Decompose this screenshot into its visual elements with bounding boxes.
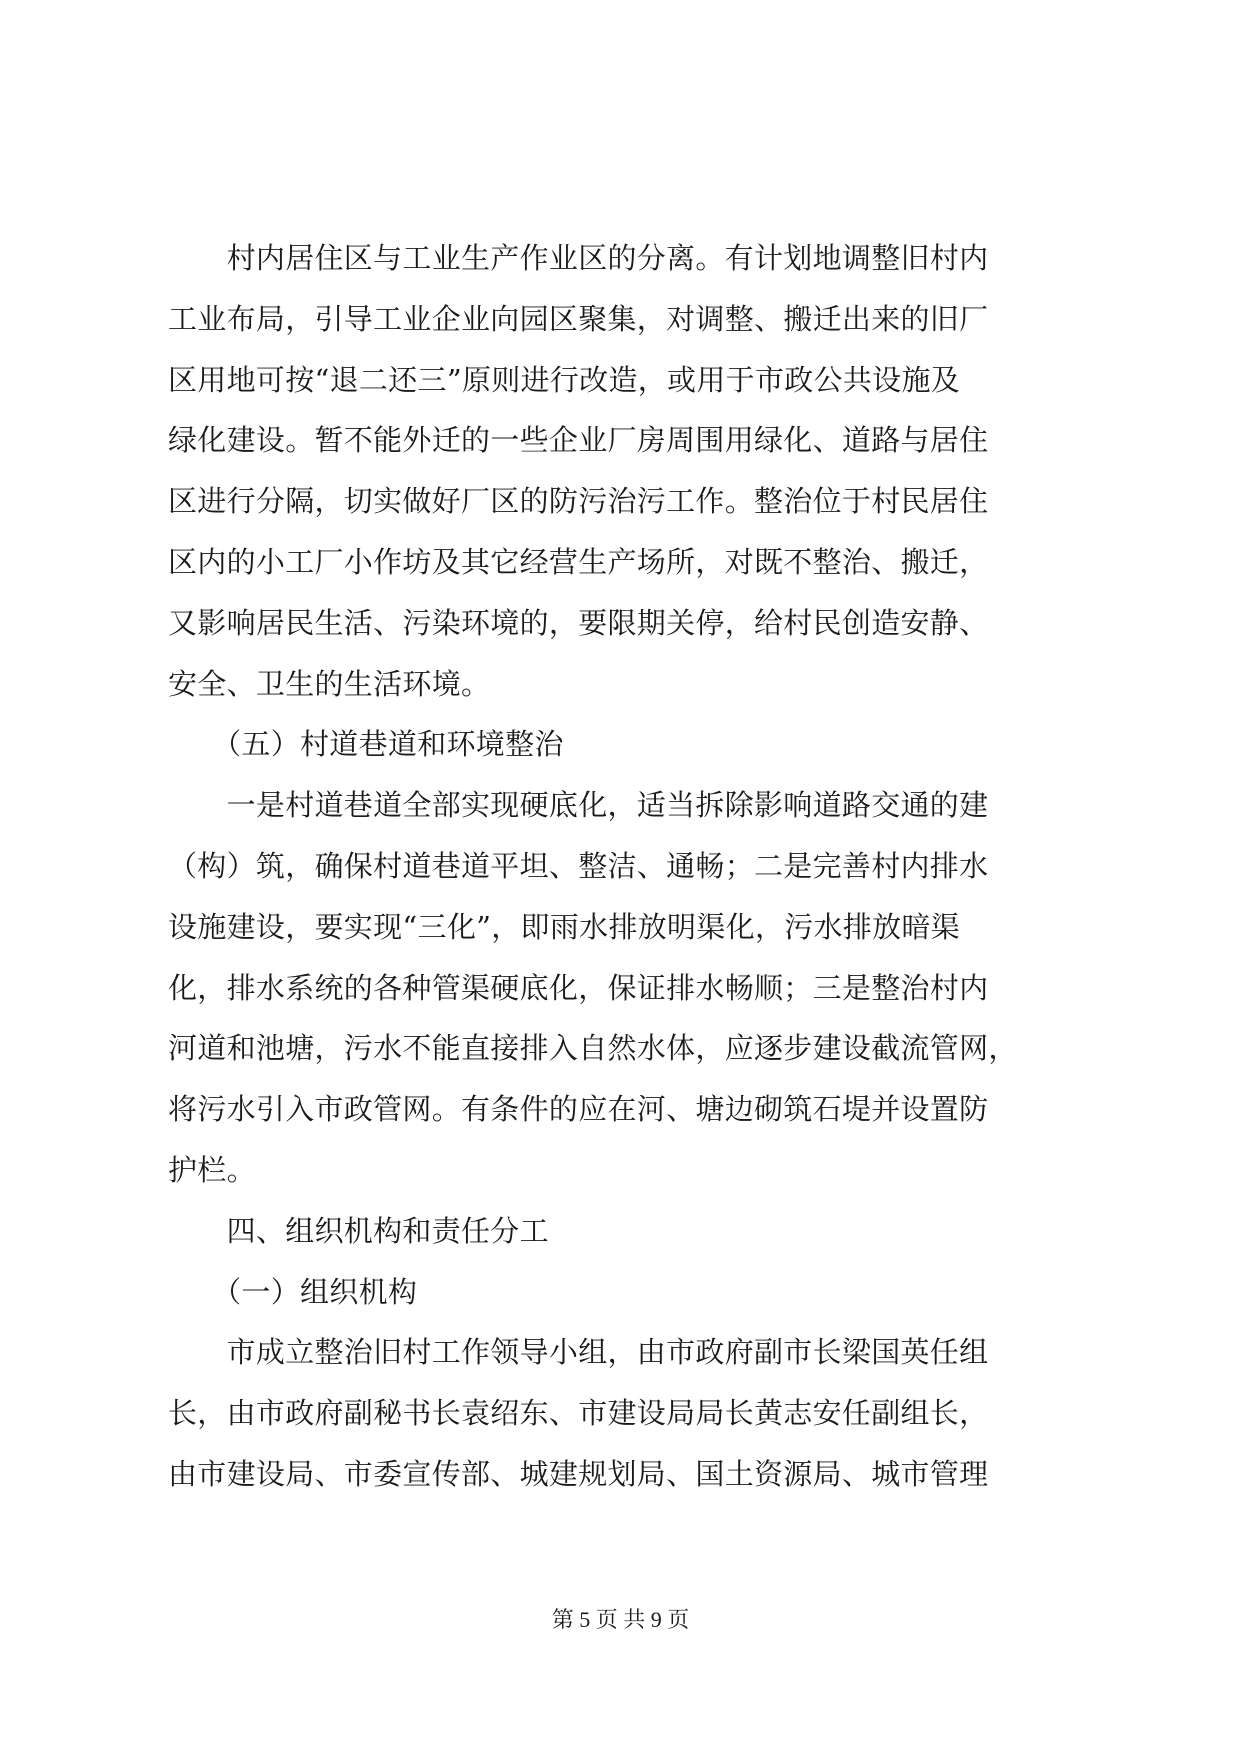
body-text	[168, 228, 1088, 1505]
text-line-16: 护栏。	[168, 1152, 256, 1187]
text-line-21: 由市建设局、市委宣传部、城建规划局、国土资源局、城市管理	[168, 1456, 989, 1491]
text-line-5: 区进行分隔，切实做好厂区的防污治污工作。整治位于村民居住	[168, 484, 989, 519]
page-footer	[0, 1603, 1241, 1634]
text-line-8: 安全、卫生的生活环境。	[168, 666, 491, 701]
section-heading-1: （一）组织机构	[168, 1274, 418, 1309]
text-line-3: 区用地可按“退二还三”原则进行改造，或用于市政公共设施及	[168, 362, 961, 397]
text-line-14: 河道和池塘，污水不能直接排入自然水体，应逐步建设截流管网，	[168, 1031, 1018, 1066]
chapter-heading-4: 四、组织机构和责任分工	[168, 1213, 549, 1248]
text-line-1: 村内居住区与工业生产作业区的分离。有计划地调整旧村内	[168, 241, 989, 275]
text-line-2: 工业布局，引导工业企业向园区聚集，对调整、搬迁出来的旧厂	[168, 301, 989, 336]
text-line-4: 绿化建设。暂不能外迁的一些企业厂房周围用绿化、道路与居住	[168, 423, 989, 458]
text-line-13: 化，排水系统的各种管渠硬底化，保证排水畅顺；三是整治村内	[168, 970, 989, 1005]
text-line-19: 市成立整治旧村工作领导小组，由市政府副市长梁国英任组	[168, 1335, 989, 1370]
text-line-7: 又影响居民生活、污染环境的，要限期关停，给村民创造安静、	[168, 605, 989, 640]
text-line-20: 长，由市政府副秘书长袁绍东、市建设局局长黄志安任副组长，	[168, 1396, 989, 1431]
text-line-6: 区内的小工厂小作坊及其它经营生产场所，对既不整治、搬迁，	[168, 544, 989, 579]
text-line-12: 设施建设，要实现“三化”，即雨水排放明渠化，污水排放暗渠	[168, 909, 961, 944]
text-line-15: 将污水引入市政管网。有条件的应在河、塘边砌筑石堤并设置防	[168, 1092, 989, 1127]
text-line-10: 一是村道巷道全部实现硬底化，适当拆除影响道路交通的建	[168, 788, 989, 823]
page-number: 第 5 页 共 9 页	[551, 1607, 690, 1632]
section-heading-5: （五）村道巷道和环境整治	[168, 727, 564, 762]
text-line-11: （构）筑，确保村道巷道平坦、整洁、通畅；二是完善村内排水	[168, 848, 989, 883]
